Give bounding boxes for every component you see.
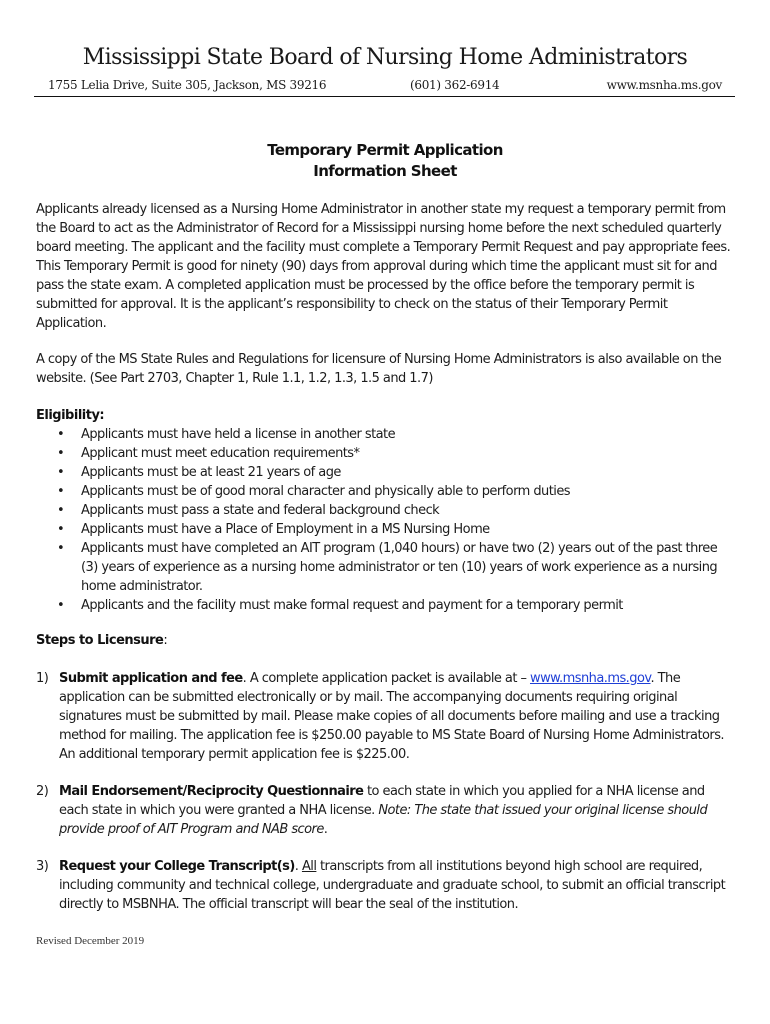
step-title-suffix: . [294, 859, 302, 874]
step-body [59, 669, 736, 764]
eligibility-item-text: Applicants must have held a license in another state [81, 427, 396, 442]
eligibility-item [0, 520, 726, 539]
step-body [59, 857, 736, 914]
eligibility-item [0, 539, 726, 596]
step-number: 1) [36, 671, 49, 686]
step-text: to each state in which you applied for a NHA license and each state in which you were granted a NHA license. [59, 784, 705, 818]
steps-heading-colon: : [163, 633, 168, 648]
step-title-suffix: . [242, 671, 247, 686]
eligibility-item [0, 482, 726, 501]
eligibility-item-text: Applicants must be of good moral character and physically able to perform duties [81, 484, 571, 499]
step-emphasis: All [301, 859, 317, 874]
bullet-icon: • [57, 446, 65, 461]
letterhead-address: 1755 Lelia Drive, Suite 305, Jackson, MS 39216 [48, 78, 327, 92]
eligibility-item [0, 425, 726, 444]
bullet-icon: • [57, 541, 65, 556]
eligibility-item-text: Applicants and the facility must make formal request and payment for a temporary permit [81, 598, 623, 613]
rules-paragraph: A copy of the MS State Rules and Regulations for licensure of Nursing Home Administrators is also available on the website. (See Part 2703, Chapter 1, Rule 1.1, 1.2, 1.3, 1.5 and 1.7) [36, 352, 722, 386]
step-number: 2) [36, 784, 49, 799]
step-note: Note: The state that issued your original license should provide proof of AIT Program and NAB score [59, 803, 708, 837]
step-title: Request your College Transcript(s) [59, 859, 295, 874]
eligibility-item-text: Applicants must have completed an AIT program (1,040 hours) or have two (2) years out of the past three (3) years of experience as a nursing home administrator or ten (10) years of work experience as a nursing home administrator. [81, 541, 718, 594]
eligibility-heading: Eligibility: [36, 408, 105, 423]
steps-heading-text: Steps to Licensure [36, 633, 164, 648]
eligibility-item-text: Applicants must have a Place of Employment in a MS Nursing Home [81, 522, 490, 537]
step-text: A complete application packet is available at – [246, 671, 530, 686]
intro-paragraph: Applicants already licensed as a Nursing Home Administrator in another state my request a temporary permit from the Board to act as the Administrator of Record for a Mississippi nursing home before the next scheduled quarterly board meeting. The applicant and the facility must complete a Temporary Permit Request and pay appropriate fees. This Temporary Permit is good for ninety (90) days from approval during which time the applicant must sit for and pass the state exam. A completed application must be processed by the office before the temporary permit is submitted for approval. It is the applicant’s responsibility to check on the status of their Temporary Permit Application. [36, 202, 731, 331]
eligibility-item-text: Applicants must be at least 21 years of age [81, 465, 341, 480]
step-submit-application [36, 669, 736, 764]
eligibility-list [0, 425, 770, 615]
document-title-line2: Information Sheet [313, 162, 457, 180]
step-number: 3) [36, 859, 49, 874]
website-link[interactable]: www.msnha.ms.gov [529, 671, 651, 686]
eligibility-item-text: Applicants must pass a state and federal background check [81, 503, 440, 518]
step-mail-questionnaire [36, 782, 736, 839]
revision-date: Revised December 2019 [36, 935, 145, 947]
bullet-icon: • [57, 427, 65, 442]
step-body [59, 782, 736, 839]
step-request-transcripts [36, 857, 736, 914]
step-text: transcripts from all institutions beyond high school are required, including community and technical college, undergraduate and graduate school, to submit an official transcript directly to MSBNHA. The official transcript will bear the seal of the institution. [59, 859, 726, 912]
step-text: . The application can be submitted electronically or by mail. The accompanying documents requiring original signatures must be submitted by mail. Please make copies of all documents before mailing and use a tracking method for mailing. The application fee is $250.00 payable to MS State Board of Nursing Home Administrators. An additional temporary permit application fee is $225.00. [59, 671, 724, 762]
document-title-line1: Temporary Permit Application [267, 141, 503, 159]
step-title: Mail Endorsement/Reciprocity Questionnaire [59, 784, 364, 799]
letterhead-divider [34, 96, 735, 97]
letterhead-website: www.msnha.ms.gov [606, 78, 722, 92]
letterhead-title: Mississippi State Board of Nursing Home Administrators [82, 45, 688, 70]
steps-heading [36, 631, 167, 650]
bullet-icon: • [57, 503, 65, 518]
bullet-icon: • [57, 522, 65, 537]
bullet-icon: • [57, 598, 65, 613]
eligibility-item [0, 444, 726, 463]
step-title: Submit application and fee [59, 671, 243, 686]
letterhead-phone: (601) 362-6914 [410, 78, 500, 92]
eligibility-item-text: Applicant must meet education requirements* [81, 446, 360, 461]
eligibility-item [0, 463, 726, 482]
bullet-icon: • [57, 465, 65, 480]
step-note-suffix: . [323, 822, 328, 837]
bullet-icon: • [57, 484, 65, 499]
eligibility-item [0, 501, 726, 520]
document-title [0, 140, 770, 182]
eligibility-item [0, 596, 726, 615]
